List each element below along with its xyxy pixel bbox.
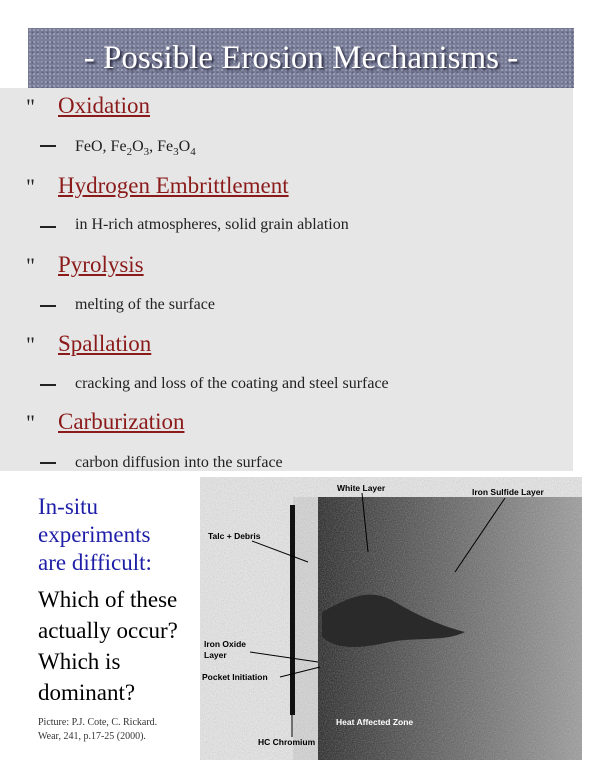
- micrograph-label: Heat Affected Zone: [336, 717, 414, 727]
- bullet-marker: ": [26, 253, 35, 278]
- mechanism-heading: Spallation: [58, 331, 152, 356]
- mechanism-detail: in H-rich atmospheres, solid grain ablation: [75, 216, 349, 233]
- micrograph-label: Iron Oxide: [204, 639, 247, 649]
- bullet-marker: ": [26, 332, 35, 357]
- dash-marker: [40, 145, 56, 147]
- question-line: Which of these: [38, 587, 178, 612]
- micrograph-label: Layer: [204, 650, 227, 660]
- micrograph-svg: [200, 477, 582, 760]
- caption-line: Wear, 241, p.17-25 (2000).: [38, 731, 146, 742]
- dash-marker: [40, 226, 56, 228]
- mechanisms-panel: [0, 88, 573, 471]
- mechanism-detail: melting of the surface: [75, 296, 215, 313]
- micrograph-label: Talc + Debris: [208, 531, 261, 541]
- dash-marker: [40, 305, 56, 307]
- mechanism-heading: Oxidation: [58, 93, 150, 118]
- question-line: actually occur?: [38, 618, 178, 643]
- mechanism-heading: Hydrogen Embrittlement: [58, 173, 289, 198]
- caption-line: Picture: P.J. Cote, C. Rickard.: [38, 717, 158, 728]
- dash-marker: [40, 384, 56, 386]
- slide-title: - Possible Erosion Mechanisms -: [83, 39, 519, 76]
- mechanism-heading: Pyrolysis: [58, 252, 144, 277]
- question-line: Which is: [38, 649, 121, 674]
- picture-caption: [38, 716, 157, 744]
- micrograph-image: [200, 477, 582, 760]
- mechanism-detail: cracking and loss of the coating and steel surface: [75, 375, 389, 392]
- question-line: dominant?: [38, 680, 136, 705]
- bullet-marker: ": [26, 94, 35, 119]
- bullet-marker: ": [26, 410, 35, 435]
- dash-marker: [40, 462, 56, 464]
- bullet-marker: ": [26, 174, 35, 199]
- mechanism-detail: carbon diffusion into the surface: [75, 454, 283, 471]
- micrograph-label: White Layer: [337, 483, 386, 493]
- question-line: experiments: [38, 522, 151, 547]
- mechanism-detail: FeO, $Fe_2O_3$, $Fe_3O_4$: [75, 138, 196, 159]
- title-bar: [28, 28, 574, 88]
- question-line: In-situ: [38, 494, 99, 519]
- question-line: are difficult:: [38, 550, 152, 575]
- micrograph-label: HC Chromium: [258, 737, 316, 747]
- micrograph-label: Iron Sulfide Layer: [472, 487, 544, 497]
- micrograph-label: Pocket Initiation: [202, 672, 268, 682]
- mechanism-heading: Carburization: [58, 409, 185, 434]
